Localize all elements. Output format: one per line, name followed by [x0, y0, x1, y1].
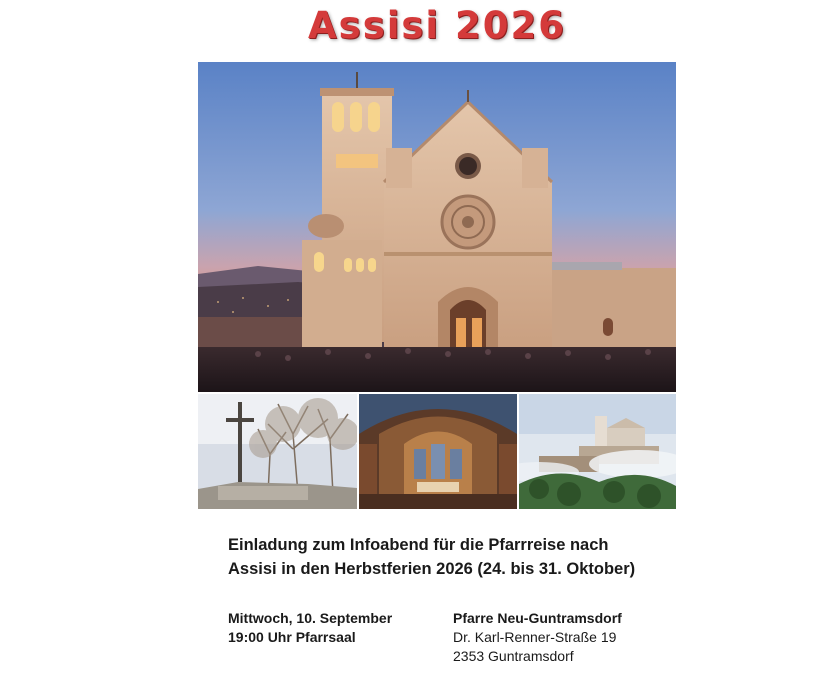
assisi-misty-photo: [519, 394, 676, 509]
event-details: [228, 609, 392, 647]
invitation-text: [228, 533, 668, 581]
event-time-place: 19:00 Uhr Pfarrsaal: [228, 629, 356, 645]
organizer-name: Pfarre Neu-Guntramsdorf: [453, 610, 622, 626]
poster-page: [198, 0, 676, 673]
thumbnail-row: [198, 394, 676, 509]
cross-photo: [198, 394, 357, 509]
invitation-line-2: Assisi in den Herbstferien 2026 (24. bis 31. Oktober): [228, 560, 636, 578]
poster-title: Assisi 2026: [308, 4, 566, 47]
organizer-city: 2353 Guntramsdorf: [453, 648, 574, 664]
invitation-line-1: Einladung zum Infoabend für die Pfarrreise nach: [228, 536, 609, 554]
event-date: Mittwoch, 10. September: [228, 610, 393, 626]
basilica-hero-photo: [198, 62, 676, 392]
basilica-interior-photo: [359, 394, 517, 509]
organizer-address: [453, 609, 622, 666]
organizer-street: Dr. Karl-Renner-Straße 19: [453, 629, 617, 645]
